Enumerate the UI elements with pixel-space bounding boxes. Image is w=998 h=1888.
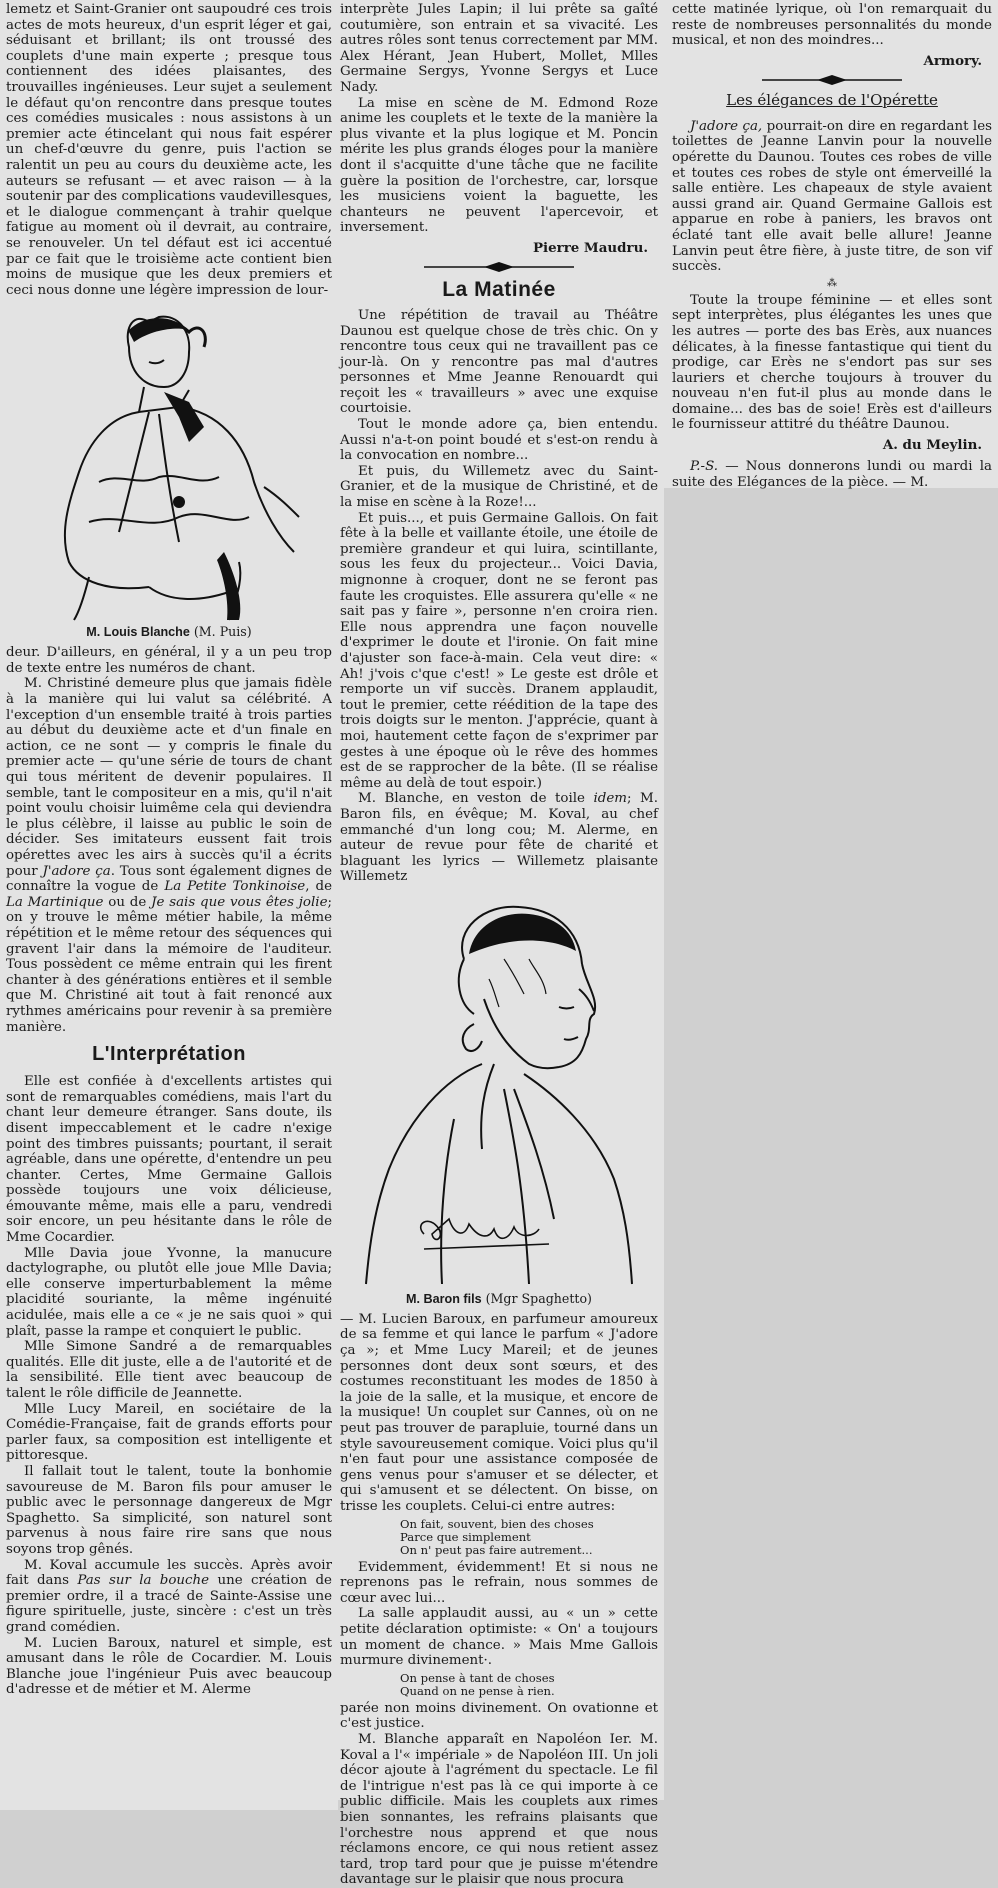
paragraph: Mlle Davia joue Yvonne, la manucure dactylographe, ou plutôt elle joue Mlle Davia; elle conserve imperturbablement la même placidité souriante, la même ingénuité acidulée, mais elle a ce « je ne sais quoi » qui plaît, passe la rampe et conquiert le public. bbox=[6, 1245, 332, 1339]
verse-line: Quand on ne pense à rien. bbox=[400, 1683, 555, 1698]
paragraph: Elle est confiée à d'excellents artistes qui sont de remarquables comédiens, mais l'art du chant leur demeure étranger. Sans doute, ils disent impeccablement et le cadre n'exige point des timbres puissants; pourtant, il serait agréable, dans une opérette, d'entendre un peu chanter. Certes, Mme Germaine Gallois possède toujours une voix délicieuse, émouvante même, mais elle a paru, vendredi soir encore, un peu hésitante dans le rôle de Mme Cocardier. bbox=[6, 1074, 332, 1246]
paragraph: cette matinée lyrique, où l'on remarquait du reste de nombreuses personnalités du monde musical, et non des moindres... bbox=[672, 2, 992, 49]
caption-role: (Mgr Spaghetto) bbox=[485, 1290, 592, 1306]
paragraph: Mlle Lucy Mareil, en sociétaire de la Comédie-Française, fait de grands efforts pour parler faux, sa composition est intelligente et pittoresque. bbox=[6, 1401, 332, 1464]
verse-line: Parce que simplement bbox=[400, 1529, 531, 1544]
caption-name: M. Baron fils bbox=[406, 1291, 482, 1306]
paragraph: M. Christiné demeure plus que jamais fidèle à la manière qui lui valut sa célébrité. A l'exception d'un ensemble traité à trois parties au début du deuxième acte et d'un finale en action, ce ne sont — y compris le finale du premier acte — qu'une série de tours de chant qui tous méritent de devenir populaires. Il semble, tant le compositeur en a mis, qu'il n'ait point voulu choisir luimême cela qui deviendra le plus célèbre, il laisse au public le soin de décider. Ses imitateurs eussent fait trois opérettes avec les airs à succès qu'il a écrits pour J'adore ça. Tous sont également dignes de connaître la vogue de La Petite Tonkinoise, de La Martinique ou de Je sais que vous êtes jolie; on y trouve le même métier habile, la même répétition et le même retour des séquences qui gravent l'air dans la mémoire de l'auditeur. Tous possèdent ce même entrain qui les firent chanter à des générations entières et il semble que M. Christiné ait tout à fait renoncé aux rythmes américains pour revenir à sa première manière. bbox=[6, 676, 333, 1035]
verse-quote bbox=[340, 1518, 658, 1557]
paragraph: M. Koval accumule les succès. Après avoir fait dans Pas sur la bouche une création de premier ordre, il a tracé de Sainte-Assise une figure spirituelle, juste, sincère : c'est un très grand comédien. bbox=[6, 1557, 332, 1635]
paragraph: La mise en scène de M. Edmond Roze anime les couplets et le texte de la manière la plus vivante et la plus logique et M. Poncin mérite les plus grands éloges pour la manière dont il s'acquitte d'une tâche que ne facilite guère la position de l'orchestre, car, lorsque les musiciens voient la baguette, les chanteurs ne peuvent l'apercevoir, et inversement. bbox=[340, 95, 658, 236]
paragraph: parée non moins divinement. On ovationne et c'est justice. bbox=[340, 1700, 658, 1732]
signature-pierre-maudru: Pierre Maudru. bbox=[532, 239, 648, 256]
signature-armory: Armory. bbox=[923, 52, 982, 69]
paragraph: M. Blanche apparaît en Napoléon Ier. M. Koval a l'« impériale » de Napoléon III. Un joli décor ajoute à l'agrément du spectacle. Le fil de l'intrigue n'est pas là ce qui importe à ce public difficile. Mais les couplets aux rimes bien sonnantes, les refrains plaisants que l'orchestre nous apprend et que nous réclamons encore, ce qui nous retient assez tard, trop tard pour que je puisse m'étendre davantage sur le plaisir que nous procura bbox=[340, 1731, 658, 1888]
paragraph: deur. D'ailleurs, en général, il y a un peu trop de texte entre les numéros de chant. bbox=[6, 645, 332, 676]
paragraph: Mlle Simone Sandré a de remarquables qualités. Elle dit juste, elle a de l'autorité et de la sensibilité. Elle tient avec beaucoup de talent le rôle difficile de Jeannette. bbox=[6, 1339, 332, 1401]
verse-line: On n' peut pas faire autrement... bbox=[400, 1542, 593, 1557]
asterism-separator: ⁂ bbox=[827, 277, 837, 289]
caricature-baron-fils bbox=[354, 889, 644, 1289]
ornament-divider bbox=[762, 75, 902, 85]
paragraph: Evidemment, évidemment! Et si nous ne reprenons pas le refrain, nous sommes de cœur avec lui... bbox=[340, 1559, 658, 1606]
paragraph: lemetz et Saint-Granier ont saupoudré ces trois actes de mots heureux, d'un esprit léger et gai, séduisant et brillant; ils ont troussé des couplets d'une main experte ; presque tous contiennent des idées plaisantes, des trouvailles ingénieuses. Leur sujet a seulement le défaut qu'on rencontre dans presque toutes ces comédies musicales : nous assistons à un premier acte étincelant qui nous fait espérer un chef-d'œuvre du genre, puis l'action se ralentit un peu au cours du deuxième acte, les auteurs se refusant — et avec raison — à la soutenir par des complications vaudevillesques, et le dialogue commençant à trahir quelque fatigue au moment où il devrait, au contraire, se renouveler. Un tel défaut est ici accentué par ce fait que le troisième acte contient bien moins de musique que les deux premiers et ceci nous donne une légère impression de lour- bbox=[6, 2, 332, 298]
section-heading-matinee: La Matinée bbox=[442, 277, 556, 301]
ornament-divider bbox=[424, 262, 574, 272]
column-2 bbox=[332, 0, 664, 1888]
paragraph: Toute la troupe féminine — et elles sont sept interprètes, plus élégantes les unes que les autres — porte des bas Erès, aux nuances délicates, à la finesse fantastique qui tient du prodige, car Erès ne s'endort pas sur ses lauriers et cherche toujours à trouver du nouveau n'en fut-il plus au monde dans le domaine... des bas de soie! Erès est d'ailleurs le fournisseur attitré du théâtre Daunou. bbox=[672, 292, 992, 433]
verse-line: On fait, souvent, bien des choses bbox=[400, 1516, 594, 1531]
signature-du-meylin: A. du Meylin. bbox=[882, 437, 982, 454]
section-heading-interpretation: L'Interprétation bbox=[92, 1043, 246, 1066]
paragraph: M. Lucien Baroux, naturel et simple, est amusant dans le rôle de Cocardier. M. Louis Blanche joue l'ingénieur Puis avec beaucoup d'adresse et de métier et M. Alerme bbox=[6, 1635, 332, 1698]
paragraph: M. Blanche, en veston de toile idem; M. Baron fils, en évêque; M. Koval, au chef emmanché d'un long cou; M. Alerme, en auteur de revue pour fête de charité et blaguant les lyrics — Willemetz plaisante Willemetz bbox=[340, 791, 658, 885]
paragraph: — M. Lucien Baroux, en parfumeur amoureux de sa femme et qui lance le parfum « J'adore ça »; et Mme Lucy Mareil; et de jeunes personnes dont deux sont sœurs, et des costumes reconstituant les modes de 1850 à la joie de la salle, et la musique, et encore de la musique! Un couplet sur Cannes, où on ne peut pas trouver de parapluie, tourné dans un style savoureusement comique. Voici plus qu'il n'en faut pour une assistance composée de gens venus pour s'amuser et se délecter, et qui s'amusent et se délectent. On bisse, on trisse les couplets. Celui-ci entre autres: bbox=[340, 1311, 658, 1514]
column-1 bbox=[0, 0, 338, 1810]
section-heading-elegances: Les élégances de l'Opérette bbox=[726, 90, 938, 109]
caption-name: M. Louis Blanche bbox=[86, 625, 190, 640]
paragraph: J'adore ça, pourrait-on dire en regardant les toilettes de Jeanne Lanvin pour la nouvelle opérette du Daunou. Toutes ces robes de ville et toutes ces robes de style ont émerveillé la salle entière. Les chapeaux de style avaient aussi grand air. Quand Germaine Gallois est apparue en robe à paniers, les bravos ont éclaté tant elle avait belle allure! Jeanne Lanvin peut être fière, à juste titre, de son vif succès. bbox=[672, 118, 992, 275]
postscript: P.-S. — Nous donnerons lundi ou mardi la suite des Elégances de la pièce. — M. bbox=[672, 459, 992, 490]
paragraph: Il fallait tout le talent, toute la bonhomie savoureuse de M. Baron fils pour amuser le public avec le personnage dangereux de Mgr Spaghetto. Sa simplicité, son naturel sont parvenus à nous faire rire sans que nous soyons trop gênés. bbox=[6, 1463, 332, 1557]
paragraph: Et puis..., et puis Germaine Gallois. On fait fête à la belle et vaillante étoile, une étoile de première grandeur et qui luira, scintillante, sous les feux du projecteur... Voici Davia, mignonne à croquer, dont ne se feront pas faute les croquistes. Elle assurera qu'elle « ne sait pas y faire », personne n'en croira rien. Elle nous apprendra une façon nouvelle d'exprimer le doute et l'ironie. On fait mine d'ajuster son face-à-main. Cela veut dire: « Ah! j'vois c'que c'est! » Le geste est drôle et remporte un vif succès. Dranem applaudit, tout le premier, cette réédition de la tape des trois doigts sur le menton. J'apprécie, quant à moi, hautement cette façon de s'exprimer par gestes à une époque où le rêve des hommes est de se rapprocher de la bête. (Il se réalise même au delà de tout espoir.) bbox=[340, 510, 658, 791]
caption-baron-fils bbox=[340, 1291, 658, 1306]
caricature-louis-blanche bbox=[29, 302, 309, 622]
paragraph: Tout le monde adore ça, bien entendu. Aussi n'a-t-on point boudé et s'est-on rendu à la convocation en nombre... bbox=[340, 417, 658, 464]
caption-role: (M. Puis) bbox=[193, 624, 252, 640]
paragraph: interprète Jules Lapin; il lui prête sa gaîté coutumière, son entrain et sa vivacité. Les autres rôles sont tenus correctement par MM. Alex Hérant, Jean Hubert, Mollet, Mlles Germaine Sergys, Yvonne Sergys et Luce Nady. bbox=[340, 2, 658, 95]
paragraph: Et puis, du Willemetz avec du Saint-Granier, et de la musique de Christiné, et de la mise en scène à la Roze!... bbox=[340, 463, 658, 511]
verse-line: On pense à tant de choses bbox=[400, 1670, 555, 1685]
verse-quote bbox=[340, 1672, 658, 1698]
paragraph: Une répétition de travail au Théâtre Daunou est quelque chose de très chic. On y rencontre tous ceux qui ne travaillent pas ce jour-là. On y rencontre pas mal d'autres personnes et Mme Jeanne Renouardt qui reçoit les « travailleurs » avec une exquise courtoisie. bbox=[340, 307, 658, 417]
column-3 bbox=[664, 0, 998, 488]
paragraph: La salle applaudit aussi, au « un » cette petite déclaration optimiste: « On' a toujours un moment de chance. » Mais Mme Gallois murmure divinement·. bbox=[340, 1606, 658, 1669]
caption-louis-blanche bbox=[6, 624, 332, 639]
